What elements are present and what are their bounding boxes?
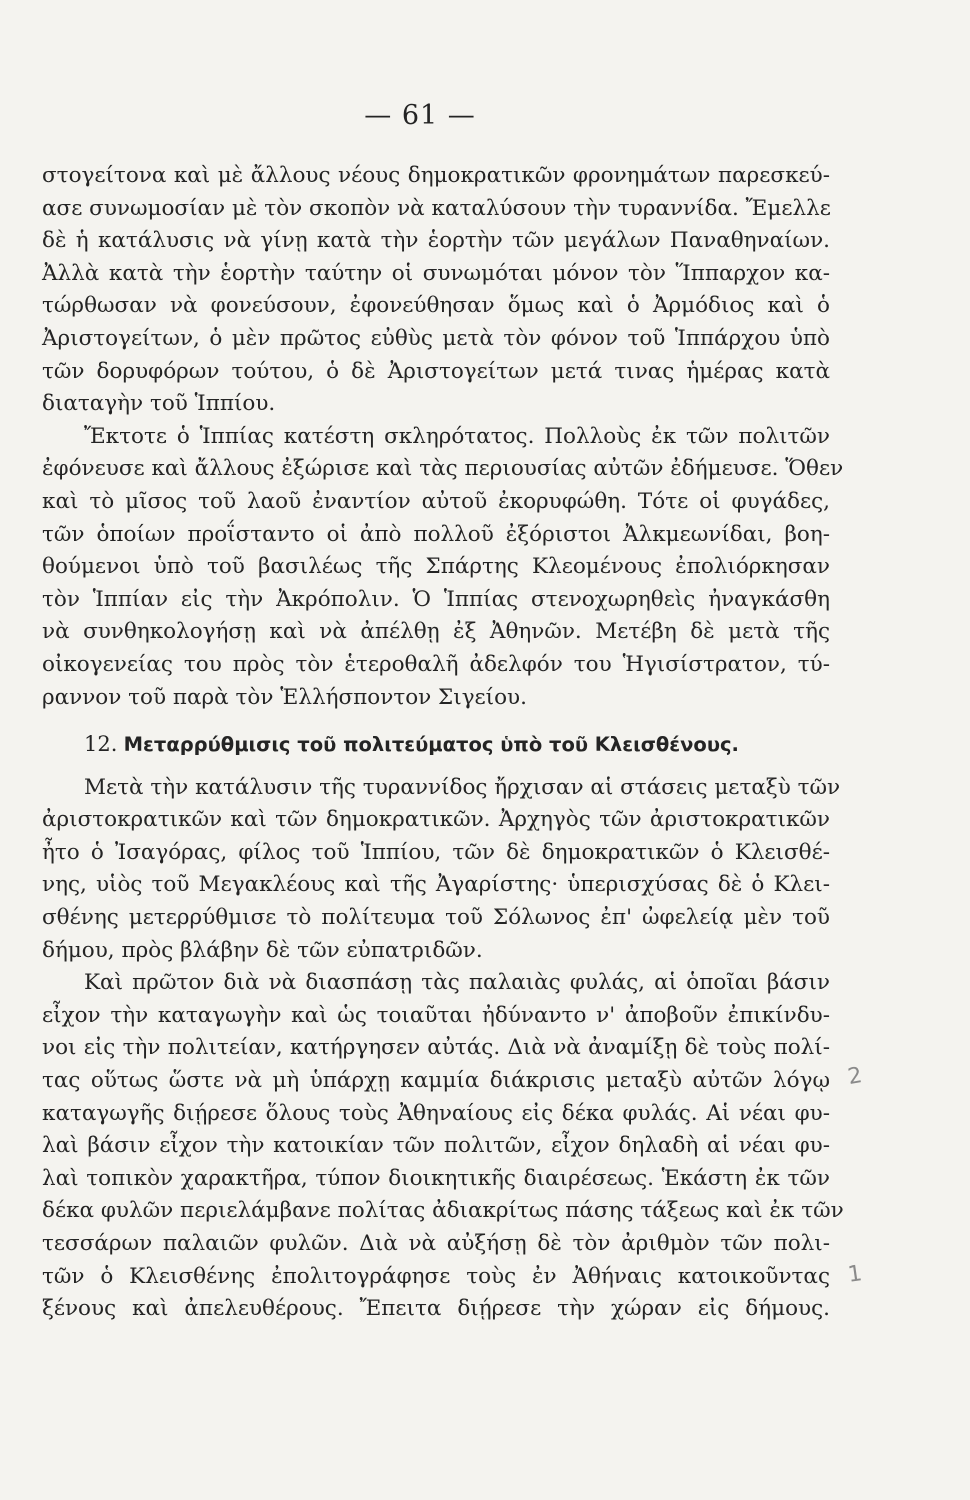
text-line: ραννον τοῦ παρὰ τὸν Ἑλλήσποντον Σιγείου. <box>42 684 527 710</box>
text-line: Ἔκτοτε ὁ Ἱππίας κατέστη σκληρότατος. Πολλοὺς ἐκ τῶν πολιτῶν <box>84 423 830 449</box>
text-line: ἀριστοκρατικῶν καὶ τῶν δημοκρατικῶν. Ἀρχηγὸς τῶν ἀριστοκρατικῶν <box>42 807 830 833</box>
text-line: οἰκογενείας του πρὸς τὸν ἑτεροθαλῆ ἀδελφόν του Ἡγισίστρατον, τύ- <box>42 651 830 677</box>
section-title: Μεταρρύθμισις τοῦ πολιτεύματος ὑπὸ τοῦ Κλεισθένους. <box>123 733 739 757</box>
text-line: δὲ ἡ κατάλυσις νὰ γίνῃ κατὰ τὴν ἑορτὴν τῶν μεγάλων Παναθηναίων. <box>42 228 830 254</box>
text-line: σθένης μετερρύθμισε τὸ πολίτευμα τοῦ Σόλωνος ἐπ' ὠφελείᾳ μὲν τοῦ <box>42 905 830 931</box>
text-line: τὸν Ἱππίαν εἰς τὴν Ἀκρόπολιν. Ὁ Ἱππίας στενοχωρηθεὶς ἠναγκάσθη <box>42 586 830 612</box>
text-line: τῶν ὁ Κλεισθένης ἐπολιτογράφησε τοὺς ἐν Ἀθήναις κατοικοῦντας <box>42 1263 830 1289</box>
text-line: καταγωγῆς διῄρεσε ὅλους τοὺς Ἀθηναίους εἰς δέκα φυλάς. Αἱ νέαι φυ- <box>42 1100 830 1126</box>
section-heading <box>42 728 830 762</box>
text-line: τεσσάρων παλαιῶν φυλῶν. Διὰ νὰ αὐξήσῃ δὲ τὸν ἀριθμὸν τῶν πολι- <box>42 1231 830 1256</box>
text-line: Μετὰ τὴν κατάλυσιν τῆς τυραννίδος ἤρχισαν αἱ στάσεις μεταξὺ τῶν <box>84 774 841 800</box>
page-body <box>42 160 844 1326</box>
text-line: ἐφόνευσε καὶ ἄλλους ἐξώρισε καὶ τὰς περιουσίας αὐτῶν ἐδήμευσε. Ὅθεν <box>42 456 844 482</box>
text-line: ξένους καὶ ἀπελευθέρους. Ἔπειτα διῄρεσε τὴν χώραν εἰς δήμους. <box>42 1296 830 1322</box>
text-line: Ἀριστογείτων, ὁ μὲν πρῶτος εὐθὺς μετὰ τὸν φόνον τοῦ Ἱππάρχου ὑπὸ <box>42 325 830 351</box>
text-line: εἶχον τὴν καταγωγὴν καὶ ὡς τοιαῦται ἠδύναντο ν' ἀποβοῦν ἐπικίνδυ- <box>42 1002 830 1028</box>
text-line: τώρθωσαν νὰ φονεύσουν, ἐφονεύθησαν ὅμως καὶ ὁ Ἀρμόδιος καὶ ὁ <box>42 293 830 319</box>
text-line: τῶν δορυφόρων τούτου, ὁ δὲ Ἀριστογείτων μετά τινας ἡμέρας κατὰ <box>42 358 830 384</box>
section-number: 12. <box>84 732 118 757</box>
text-line: τῶν ὁποίων προΐσταντο οἱ ἀπὸ πολλοῦ ἐξόριστοι Ἀλκμεωνίδαι, βοη- <box>42 521 830 547</box>
paragraph <box>42 772 841 968</box>
text-line: δήμου, πρὸς βλάβην δὲ τῶν εὐπατριδῶν. <box>42 937 483 963</box>
text-line: στογείτονα καὶ μὲ ἄλλους νέους δημοκρατικῶν φρονημάτων παρεσκεύ- <box>42 163 830 188</box>
paragraph <box>42 421 844 714</box>
pencil-margin-mark: 1 <box>846 1261 864 1288</box>
pencil-margin-mark: 2 <box>845 1062 865 1091</box>
text-line: νὰ συνθηκολογήσῃ καὶ νὰ ἀπέλθῃ ἐξ Ἀθηνῶν. Μετέβη δὲ μετὰ τῆς <box>42 619 830 645</box>
text-line: λαὶ τοπικὸν χαρακτῆρα, τύπον διοικητικῆς διαιρέσεως. Ἑκάστη ἐκ τῶν <box>42 1165 830 1191</box>
text-line: ασε συνωμοσίαν μὲ τὸν σκοπὸν νὰ καταλύσουν τὴν τυραννίδα. Ἔμελλε <box>42 195 831 221</box>
text-line: λαὶ βάσιν εἶχον τὴν κατοικίαν τῶν πολιτῶν, εἶχον δηλαδὴ αἱ νέαι φυ- <box>42 1133 830 1159</box>
text-line: διαταγὴν τοῦ Ἱππίου. <box>42 391 276 417</box>
paragraph <box>42 160 830 421</box>
text-line: νης, υἱὸς τοῦ Μεγακλέους καὶ τῆς Ἀγαρίστης· ὑπερισχύσας δὲ ὁ Κλει- <box>42 872 830 898</box>
text-line: τας οὕτως ὥστε νὰ μὴ ὑπάρχῃ καμμία διάκρισις μεταξὺ αὐτῶν λόγῳ <box>42 1068 830 1094</box>
page-number: — 61 — <box>364 100 476 131</box>
text-line: δέκα φυλῶν περιελάμβανε πολίτας ἀδιακρίτως πάσης τάξεως καὶ ἐκ τῶν <box>42 1198 844 1224</box>
text-line: νοι εἰς τὴν πολιτείαν, κατήργησεν αὐτάς. Διὰ νὰ ἀναμίξῃ δὲ τοὺς πολί- <box>42 1035 830 1061</box>
text-line: καὶ τὸ μῖσος τοῦ λαοῦ ἐναντίον αὐτοῦ ἐκορυφώθη. Τότε οἱ φυγάδες, <box>42 488 830 514</box>
text-line: θούμενοι ὑπὸ τοῦ βασιλέως τῆς Σπάρτης Κλεομένους ἐπολιόρκησαν <box>42 554 830 580</box>
paragraph <box>42 967 844 1326</box>
text-line: Ἀλλὰ κατὰ τὴν ἑορτὴν ταύτην οἱ συνωμόται μόνον τὸν Ἵππαρχον κα- <box>42 260 830 286</box>
text-line: Καὶ πρῶτον διὰ νὰ διασπάσῃ τὰς παλαιὰς φυλάς, αἱ ὁποῖαι βάσιν <box>84 970 830 996</box>
text-line: ἦτο ὁ Ἰσαγόρας, φίλος τοῦ Ἱππίου, τῶν δὲ δημοκρατικῶν ὁ Κλεισθέ- <box>42 839 830 865</box>
